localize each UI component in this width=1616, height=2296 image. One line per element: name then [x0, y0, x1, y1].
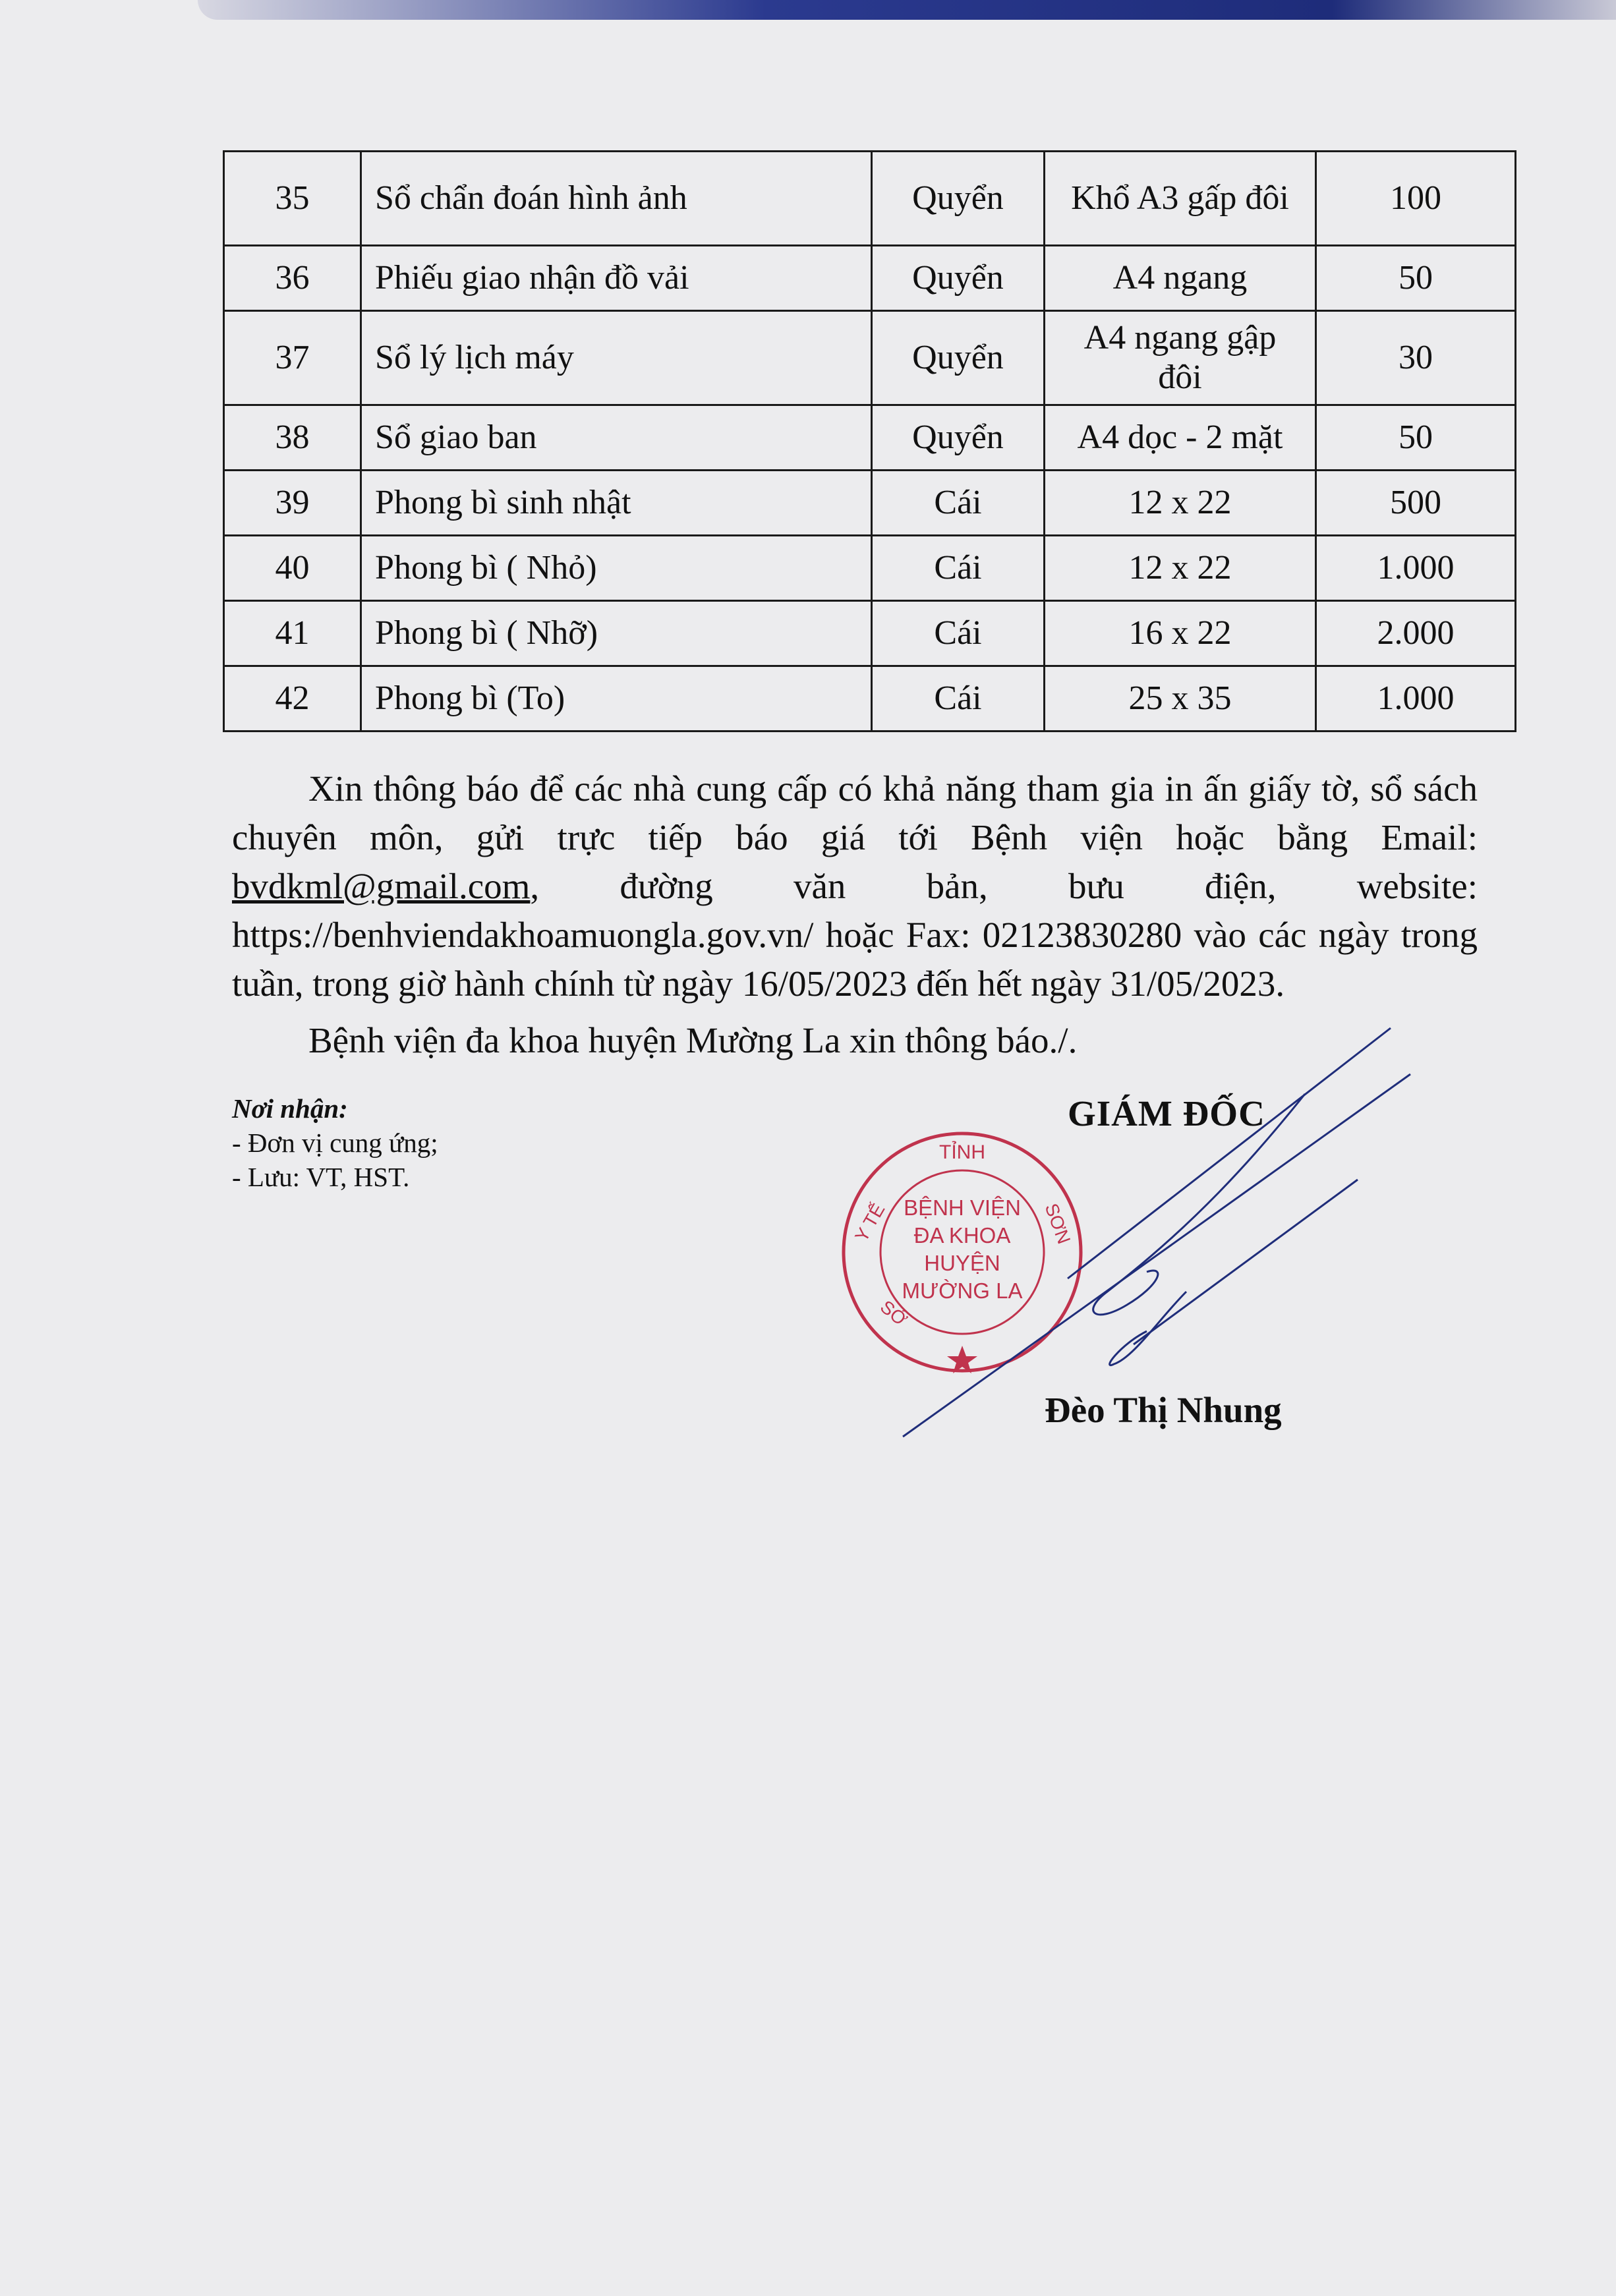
- item-unit: Quyển: [872, 311, 1045, 405]
- row-number: 38: [224, 405, 361, 471]
- scan-top-edge: [198, 0, 1616, 20]
- stamp-line: BỆNH VIỆN: [904, 1195, 1021, 1220]
- item-quantity: 1.000: [1316, 536, 1516, 601]
- recipients-block: [232, 1091, 825, 1194]
- signer-name: Đèo Thị Nhung: [1045, 1390, 1282, 1430]
- stamp-line: ĐA KHOA: [913, 1223, 1011, 1248]
- stamp-ring-left: Y TẾ: [851, 1199, 889, 1246]
- item-spec: 25 x 35: [1045, 666, 1316, 732]
- signer-title: GIÁM ĐỐC: [1068, 1093, 1265, 1134]
- item-name: Sổ lý lịch máy: [361, 311, 872, 405]
- notice-paragraph: [232, 764, 1478, 1008]
- item-unit: Cái: [872, 601, 1045, 666]
- table-row: [224, 311, 1516, 405]
- item-quantity: 50: [1316, 246, 1516, 311]
- table-row: [224, 246, 1516, 311]
- recipient-item: - Đơn vị cung ứng;: [232, 1128, 438, 1158]
- row-number: 36: [224, 246, 361, 311]
- item-quantity: 2.000: [1316, 601, 1516, 666]
- supply-table: [223, 150, 1515, 732]
- recipient-item: - Lưu: VT, HST.: [232, 1162, 410, 1192]
- row-number: 42: [224, 666, 361, 732]
- table-row: [224, 536, 1516, 601]
- item-quantity: 1.000: [1316, 666, 1516, 732]
- item-name: Phiếu giao nhận đồ vải: [361, 246, 872, 311]
- item-name: Sổ giao ban: [361, 405, 872, 471]
- recipients-heading: Nơi nhận:: [232, 1093, 348, 1124]
- table-row: [224, 152, 1516, 246]
- row-number: 39: [224, 471, 361, 536]
- item-spec: 12 x 22: [1045, 536, 1316, 601]
- item-spec: A4 ngang gập đôi: [1045, 311, 1316, 405]
- item-name: Phong bì (To): [361, 666, 872, 732]
- item-name: Phong bì ( Nhỏ): [361, 536, 872, 601]
- stamp-line: HUYỆN: [924, 1251, 1000, 1275]
- item-quantity: 100: [1316, 152, 1516, 246]
- closing-line: Bệnh viện đa khoa huyện Mường La xin thông báo./.: [308, 1020, 1078, 1060]
- item-unit: Cái: [872, 666, 1045, 732]
- row-number: 41: [224, 601, 361, 666]
- stamp-ring-right: SƠN: [1041, 1200, 1075, 1247]
- item-spec: A4 ngang: [1045, 246, 1316, 311]
- item-spec: Khổ A3 gấp đôi: [1045, 152, 1316, 246]
- handwritten-signature: [883, 1015, 1424, 1450]
- item-unit: Quyển: [872, 246, 1045, 311]
- table-row: [224, 471, 1516, 536]
- stamp-ring-top: TỈNH: [939, 1141, 985, 1163]
- notice-text-continued: , đường văn bản, bưu điện, website: https://benhviendakhoamuongla.gov.vn/ hoặc Fax: 02123830280 vào các ngày trong tuần, trong giờ hành chính từ ngày 16/05/2023 đến hết ngày 31/05/2023.: [232, 866, 1478, 1004]
- item-quantity: 50: [1316, 405, 1516, 471]
- stamp-ring-bottom: SỞ: [876, 1296, 911, 1331]
- item-unit: Cái: [872, 471, 1045, 536]
- item-spec: 12 x 22: [1045, 471, 1316, 536]
- item-quantity: 500: [1316, 471, 1516, 536]
- table-row: [224, 666, 1516, 732]
- item-spec: A4 dọc - 2 mặt: [1045, 405, 1316, 471]
- stamp-line: MƯỜNG LA: [902, 1278, 1023, 1303]
- item-unit: Quyển: [872, 152, 1045, 246]
- notice-text: Xin thông báo để các nhà cung cấp có khả năng tham gia in ấn giấy tờ, sổ sách chuyên môn, gửi trực tiếp báo giá tới Bệnh viện hoặc bằng Email:: [232, 768, 1478, 857]
- item-quantity: 30: [1316, 311, 1516, 405]
- item-unit: Quyển: [872, 405, 1045, 471]
- row-number: 37: [224, 311, 361, 405]
- table-row: [224, 405, 1516, 471]
- item-name: Sổ chẩn đoán hình ảnh: [361, 152, 872, 246]
- item-name: Phong bì sinh nhật: [361, 471, 872, 536]
- row-number: 40: [224, 536, 361, 601]
- email-link[interactable]: bvdkml@gmail.com: [232, 866, 531, 906]
- item-unit: Cái: [872, 536, 1045, 601]
- table-row: [224, 601, 1516, 666]
- item-spec: 16 x 22: [1045, 601, 1316, 666]
- row-number: 35: [224, 152, 361, 246]
- item-name: Phong bì ( Nhỡ): [361, 601, 872, 666]
